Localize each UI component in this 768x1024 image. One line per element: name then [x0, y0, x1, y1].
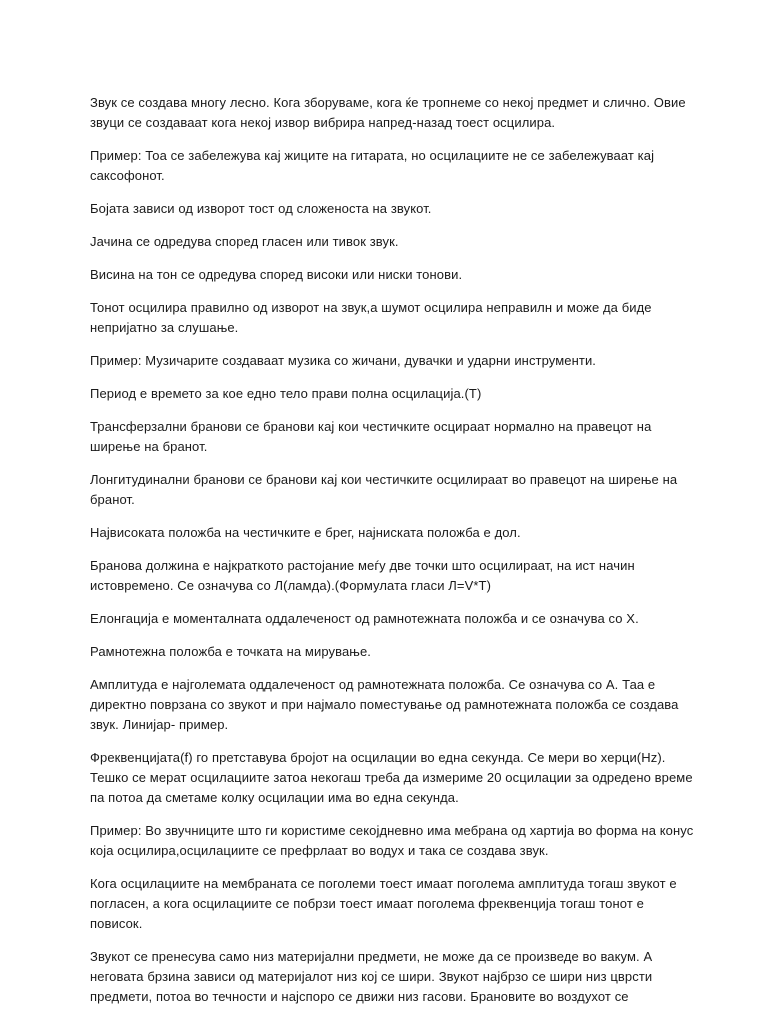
paragraph: Елонгација е моменталната оддалеченост од рамнотежната положба и се означува со X.: [90, 611, 639, 626]
paragraph: Највисоката положба на честичките е брег, најниската положба е дол.: [90, 525, 521, 540]
paragraph: Пример: Музичарите создаваат музика со жичани, дувачки и ударни инструменти.: [90, 353, 597, 368]
paragraph: Фреквенцијата(f) го претставува бројот на осцилации во една секунда. Се мери во херци(Hz). Тешко се мерат осцилациите затоа некогаш треба да измериме 20 осцилации за одредено време па потоа да сметаме колку осцилации има во една секунда.: [90, 750, 693, 805]
paragraph: Јачина се одредува според гласен или тивок звук.: [90, 234, 399, 249]
paragraph: Кога осцилациите на мембраната се поголеми тоест имаат поголема амплитуда тогаш звукот е погласен, а кога осцилациите се побрзи тоест имаат поголема фреквенција тогаш тонот е повисок.: [90, 876, 677, 931]
paragraph: Бојата зависи од изворот тост од сложеноста на звукот.: [90, 201, 432, 216]
paragraph: Бранова должина е најкраткото растојание меѓу две точки што осцилираат, на ист начин истовремено. Се означува со Л(ламда).(Формулата гласи Л=V*T): [90, 558, 635, 593]
paragraph: Висина на тон се одредува според високи или ниски тонови.: [90, 267, 463, 282]
paragraph: Трансферзални бранови се бранови кај кои честичките осцираат нормално на правецот на ширење на бранот.: [90, 419, 652, 454]
paragraph: Период е времето за кое едно тело прави полна осцилација.(T): [90, 386, 482, 401]
paragraph: Звукот се пренесува само низ материјални предмети, не може да се произведе во вакум. А неговата брзина зависи од материјалот низ кој се шири. Звукот најбрзо се шири низ цврсти предмети, потоа во течности и најспоро се движи низ гасови. Брановите во воздухот се: [90, 949, 653, 1004]
paragraph: Лонгитудинални бранови се бранови кај кои честичките осцилираат во правецот на ширење на бранот.: [90, 472, 678, 507]
paragraph: Пример: Во звучниците што ги користиме секојдневно има мебрана од хартија во форма на конус која осцилира,осцилациите се префрлаат во водух и така се создава звук.: [90, 823, 694, 858]
paragraph: Амплитуда е најголемата оддалеченост од рамнотежната положба. Се означува со А. Таа е директно поврзана со звукот и при најмало поместување од рамнотежната положба се создава звук. Линијар- пример.: [90, 677, 679, 732]
paragraph: Тонот осцилира правилно од изворот на звук,а шумот осцилира неправилн и може да биде непријатно за слушање.: [90, 300, 652, 335]
paragraph: Звук се создава многу лесно. Кога зборуваме, кога ќе тропнеме со некој предмет и слично. Овие звуци се создаваат кога некој извор вибрира напред-назад тоест осцилира.: [90, 95, 686, 130]
paragraph: Рамнотежна положба е точката на мирување.: [90, 644, 372, 659]
paragraph: Пример: Тоа се забележува кај жиците на гитарата, но осцилациите не се забележуваат кај саксофонот.: [90, 148, 655, 183]
